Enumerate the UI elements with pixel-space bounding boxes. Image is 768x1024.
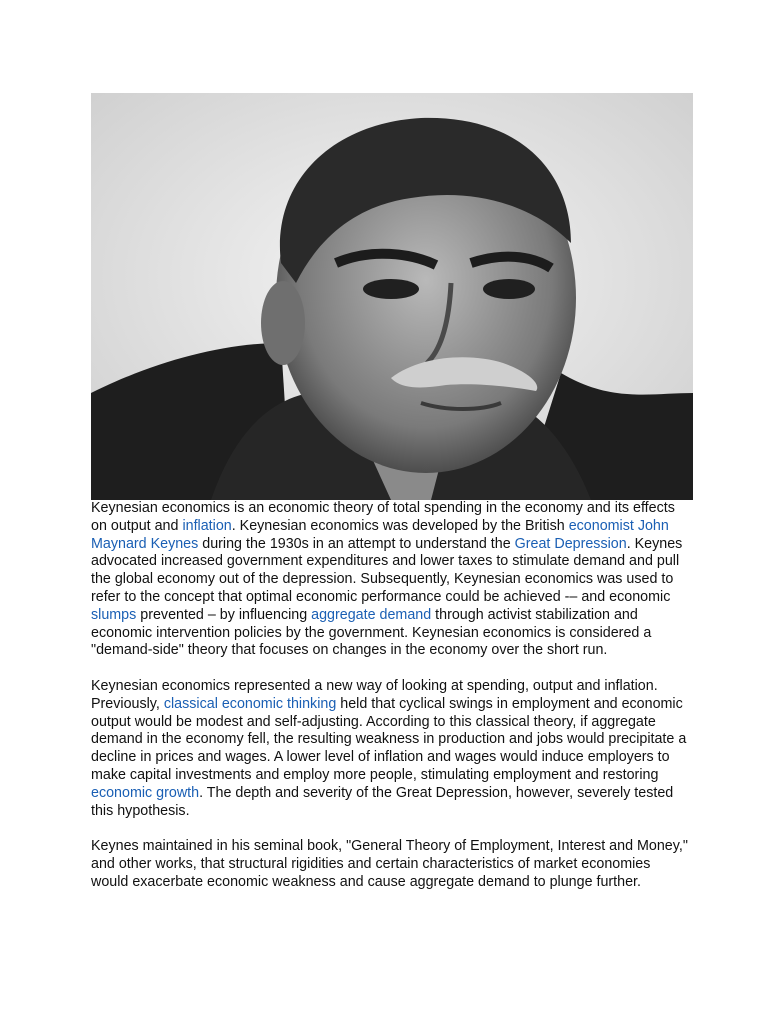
portrait-icon	[91, 93, 693, 500]
paragraph-1	[91, 500, 691, 660]
link-great-depression[interactable]: Great Depression	[514, 535, 627, 552]
paragraph-text: . The depth and severity of the Great Depression, however, severely tested this hypothesis.	[91, 784, 674, 819]
paragraph-text: prevented – by influencing	[136, 606, 312, 623]
paragraph-text: Keynesian economics represented a new way of looking at spending, output and inflation. Previously,	[91, 677, 658, 712]
paragraph-3	[91, 838, 691, 891]
paragraph-text: through activist stabilization and economic intervention policies by the government. Keynesian economics is considered a "demand-side" theory that focuses on changes in the economy over the short run.	[91, 606, 652, 659]
portrait-photo	[91, 93, 693, 500]
paragraph-text: during the 1930s in an attempt to understand the	[198, 535, 515, 552]
link-classical-economic-thinking[interactable]: classical economic thinking	[163, 695, 337, 712]
paragraph-text: held that cyclical swings in employment and economic output would be modest and self-adjusting. According to this classical theory, if aggregate demand in the economy fell, the resulting weakness in production and jobs would precipitate a decline in prices and wages. A lower level of inflation and wages would induce employers to make capital investments and employ more people, stimulating employment and restoring	[91, 695, 687, 783]
link-economist-john-maynard-keynes[interactable]: economist John Maynard Keynes	[91, 517, 669, 552]
link-slumps[interactable]: slumps	[91, 606, 137, 623]
link-inflation[interactable]: inflation	[182, 517, 232, 534]
link-economic-growth[interactable]: economic growth	[91, 784, 200, 801]
paragraph-text: . Keynes advocated increased government expenditures and lower taxes to stimulate demand and pull the global economy out of the depression. Subsequently, Keynesian economics was used to refer to the concept that optimal economic performance could be achieved -– and economic	[91, 535, 683, 605]
paragraph-text: Keynesian economics is an economic theory of total spending in the economy and its effects on output and	[91, 500, 675, 534]
link-aggregate-demand[interactable]: aggregate demand	[311, 606, 432, 623]
paragraph-text: Keynes maintained in his seminal book, "General Theory of Employment, Interest and Money," and other works, that structural rigidities and certain characteristics of market economies would exacerbate economic weakness and cause aggregate demand to plunge further.	[91, 838, 688, 890]
paragraph-text: . Keynesian economics was developed by the British	[231, 517, 569, 534]
article-body	[91, 500, 691, 909]
paragraph-2	[91, 678, 691, 820]
